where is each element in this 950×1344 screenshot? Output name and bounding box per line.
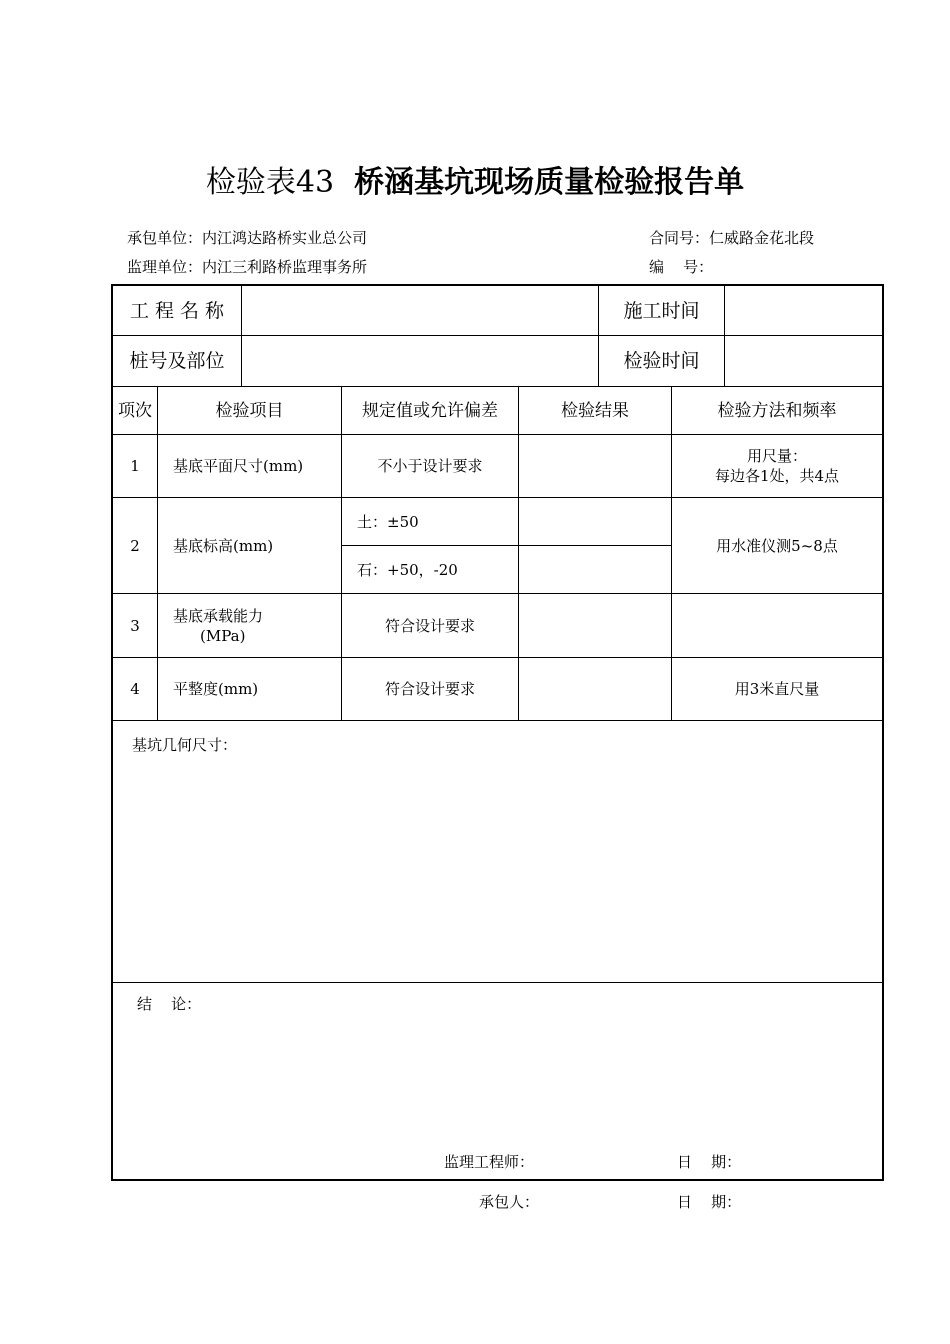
row1-no: 1 [130,457,140,475]
row3-item-line1: 基底承载能力 [173,606,264,625]
project-name-field[interactable] [242,286,598,335]
row3-no: 3 [130,616,140,635]
row1-method-line1: 用尺量： [746,447,807,465]
form-name: 桥涵基坑现场质量检验报告单 [354,165,745,200]
construction-time-field[interactable] [725,286,882,335]
row2-spec-soil: 土：±50 [357,512,419,531]
serial-number: 编 号： [649,258,714,276]
row1-item: 基底平面尺寸(mm) [173,457,304,475]
contractor-date-label: 日 期： [677,1193,742,1211]
row4-no: 4 [130,680,140,698]
row3-method [672,594,882,657]
row3-result[interactable] [519,594,671,657]
contract-number: 合同号：仁威路金花北段 [649,229,815,247]
inspection-form [111,284,884,1181]
project-name-label: 工 程 名 称 [129,299,225,322]
header-no: 项次 [118,400,152,421]
header-item: 检验项目 [215,400,284,421]
row3-item [158,594,341,657]
page-title [0,163,950,203]
inspection-time-field[interactable] [725,336,882,386]
conclusion-label: 结 论： [137,995,202,1013]
contractor-unit: 承包单位：内江鸿达路桥实业总公司 [127,229,368,247]
row2-no: 2 [130,536,140,555]
row2-result-soil[interactable] [519,498,671,545]
row2-spec-rock: 石：+50，-20 [357,560,458,579]
row1-method-line2: 每边各1处，共4点 [714,467,840,485]
form-code: 检验表43 [205,165,335,200]
supervisor-unit: 监理单位：内江三利路桥监理事务所 [127,258,368,276]
row4-result[interactable] [519,658,671,720]
row1-spec: 不小于设计要求 [377,457,483,475]
row4-method: 用3米直尺量 [734,680,820,698]
header-spec: 规定值或允许偏差 [362,400,498,421]
station-label: 桩号及部位 [129,350,225,372]
engineer-date-label: 日 期： [677,1153,742,1171]
row3-item-line2: (MPa) [200,626,246,645]
contractor-signature-label: 承包人： [479,1193,540,1211]
row2-method: 用水准仪测5~8点 [716,536,838,555]
row1-result[interactable] [519,435,671,497]
header-result: 检验结果 [561,400,629,421]
row4-spec: 符合设计要求 [384,680,475,698]
inspection-time-label: 检验时间 [623,350,700,372]
engineer-signature-label: 监理工程师： [444,1153,535,1171]
geometry-label: 基坑几何尺寸： [132,736,238,754]
row2-result-rock[interactable] [519,546,671,593]
row3-spec: 符合设计要求 [384,616,475,635]
row2-item: 基底标高(mm) [173,536,274,555]
row1-method [672,435,882,497]
construction-time-label: 施工时间 [623,299,700,322]
header-method: 检验方法和频率 [717,400,837,421]
station-field[interactable] [242,336,598,386]
row4-item: 平整度(mm) [173,680,259,698]
